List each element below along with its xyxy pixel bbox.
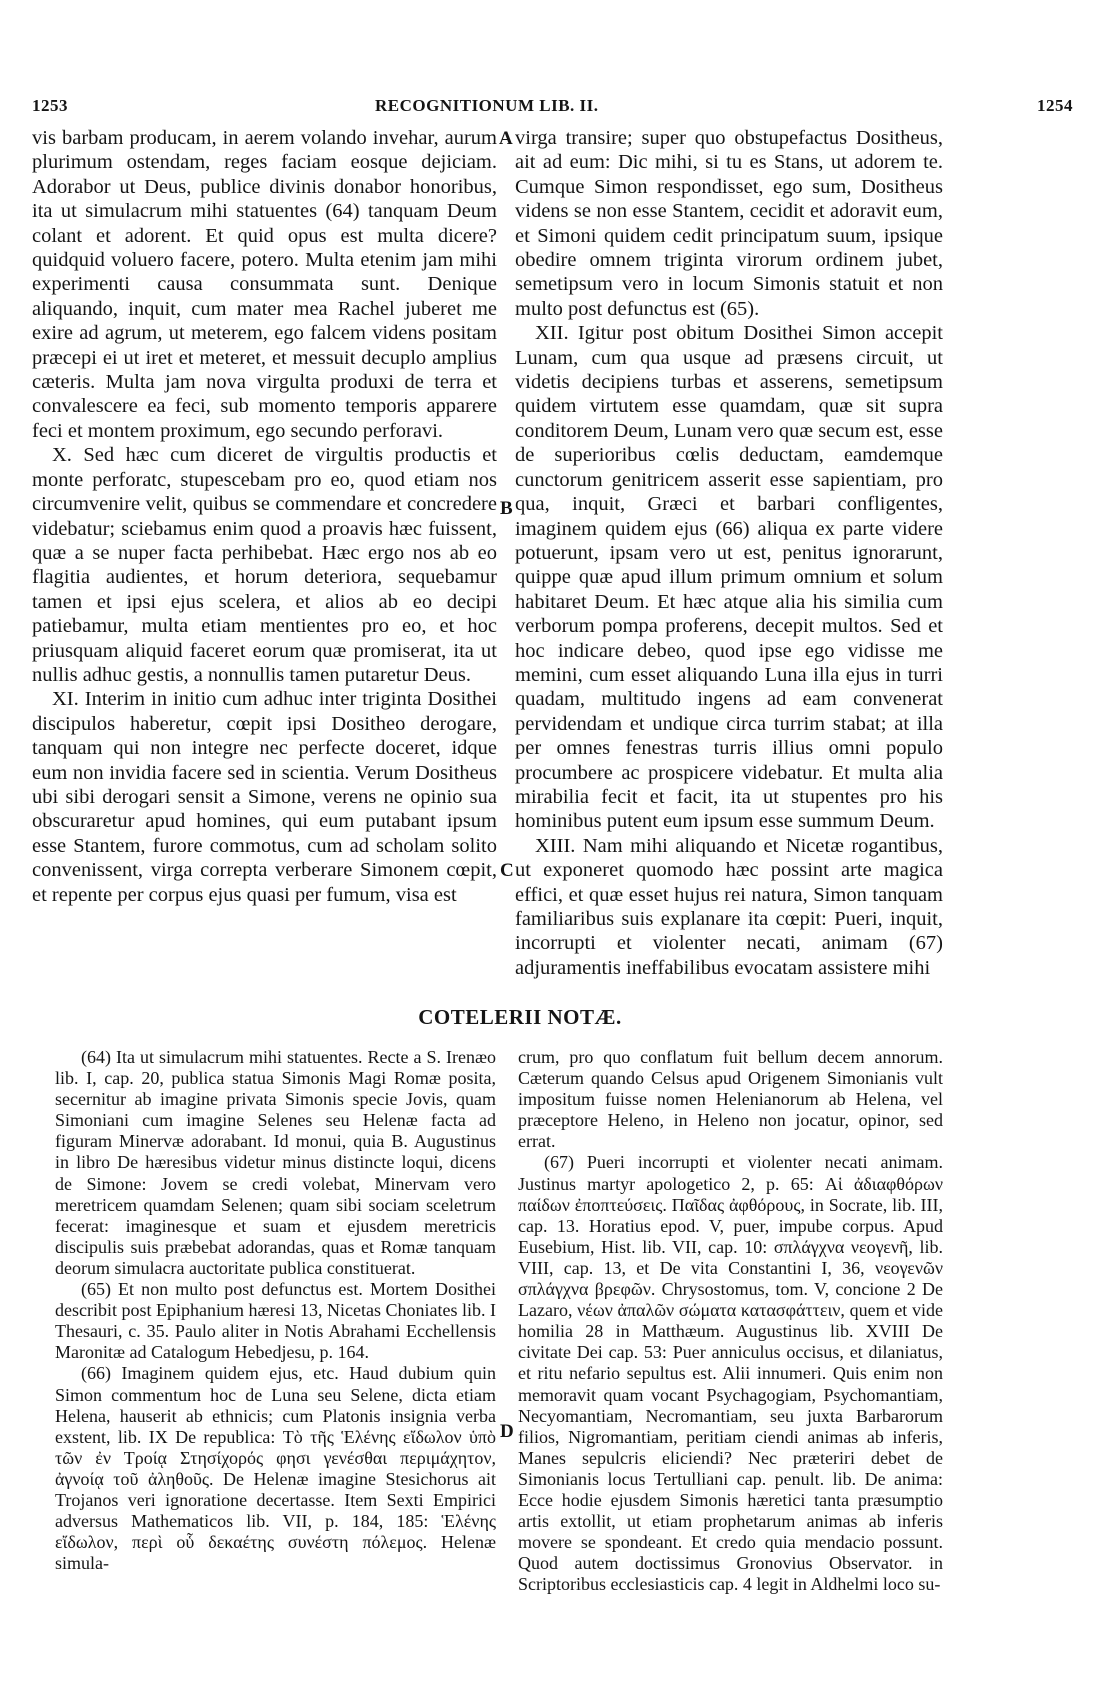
right-page-number: 1254: [1037, 96, 1073, 115]
notes-right-column: [518, 1047, 943, 1595]
main-right-paragraph-1: virga transire; super quo obstupefactus Dositheus, ait ad eum: Dic mihi, si tu es Stans, ut adorem te. Cumque Simon respondisset, ego sum, Dositheus videns se non esse Stantem, cecidit et adoravit eum, et Simoni quidem cedit principatum suum, ipsique obedire omnem triginta virorum ordinem jubet, semetipsum vero in locum Simonis statuit et non multo post defunctus est (65).: [515, 127, 943, 320]
margin-marker-b: B: [500, 498, 513, 519]
margin-marker-a: A: [499, 128, 513, 149]
note-66: (66) Imaginem quidem ejus, etc. Haud dubium quin Simon commentum hoc de Luna seu Selene, dicta etiam Helena, hauserit ab ethnicis; cum Platonis insignia verba exstent, lib. IX De republica: Τὸ τῆς Ἑλένης εἴδωλον ὑπὸ τῶν ἐν Τροίᾳ Στησίχορός φησι γενέσθαι περιμάχητον, ἀγνοίᾳ τοῦ ἀληθοῦς. De Helenæ imagine Stesichorus ait Trojanos veri ignoratione decertasse. Item Sexti Empirici adversus Mathematicos lib. VII, p. 184, 185: Ἑλένης εἴδωλον, περὶ οὗ δεκαέτης συνέστη πόλεμος. Helenæ simula-: [55, 1363, 496, 1574]
note-65: (65) Et non multo post defunctus est. Mortem Dosithei describit post Epiphanium hæresi 13, Nicetas Choniates lib. I Thesauri, c. 35. Paulo aliter in Notis Abrahami Ecchellensis Maronitæ ad Catalogum Hebedjesu, p. 164.: [55, 1279, 496, 1363]
note-67: (67) Pueri incorrupti et violenter necati animam. Justinus martyr apologetico 2, p. 65: Αἱ ἀδιαφθόρων παίδων ἐποπτεύσεις. Παῖδας ἀφθόρους, in Socrate, lib. III, cap. 13. Horatius epod. V, puer, impube corpus. Apud Eusebium, Hist. lib. VII, cap. 10: σπλάγχνα νεογενῆ, lib. VIII, cap. 13, et De vita Constantini I, 36, νεογενῶν σπλάγχνα βρεφῶν. Chrysostomus, tom. V, concione 2 De Lazaro, νέων ἀπαλῶν σώματα κατασφάττειν, quem et vide homilia 28 in Matthæum. Augustinus lib. XVIII De civitate Dei cap. 53: Puer anniculus occisus, et dilaniatus, et ritu nefario sepultus est. Alii innumeri. Quis enim non memoravit quam vocant Psychagogiam, Psychomantiam, Necyomantiam, Necromantiam, seu juxta Barbarorum filios, Nigromantiam, peritiam ciendi animas ab inferis, Manes sepulcris eliciendi? Nec præteriri debet de Simonianis locus Tertulliani cap. penult. lib. De anima: Ecce hodie ejusdem Simonis hæretici tanta præsumptio artis extollit, ut etiam prophetarum animas ab inferis movere se spondeant. Et credo quia mendacio possunt. Quod autem doctissimus Gronovius Observator. in Scriptoribus ecclesiasticis cap. 4 legit in Aldhelmi loco su-: [518, 1152, 943, 1595]
notes-heading: COTELERII NOTÆ.: [418, 1005, 622, 1029]
note-66-continued: crum, pro quo conflatum fuit bellum decem annorum. Cæterum quando Celsus apud Origenem Simonianis vult impositum fuisse nomen Helenianorum ab Helena, vel præceptore Heleno, in Heleno non jocatur, opinor, sed errat.: [518, 1047, 943, 1152]
margin-marker-c: C: [500, 860, 514, 881]
main-left-paragraph-2: X. Sed hæc cum diceret de virgultis productis et monte perforatc, stupescebam pro eo, quod etiam nos circumvenire velit, quibus se commendare et concredere videbatur; sciebamus enim quod a proavis hæc fuissent, quæ a se nuper facta perhibebat. Hæc ergo nos ab eo flagitia audientes, et horum deteriora, sequebamur tamen et ipsi ejus scelera, et alios ab eo decipi patiebamur, multa etiam mentientes pro eo, et hoc priusquam aliquid faceret eorum quæ promiserat, ita ut nullis adhuc gestis, a nonnullis tamen putaretur Deus.: [32, 444, 497, 686]
main-text-left-column: [32, 126, 497, 907]
running-title: RECOGNITIONUM LIB. II.: [375, 96, 599, 115]
note-64: (64) Ita ut simulacrum mihi statuentes. Recte a S. Irenæo lib. I, cap. 20, publica statua Simonis Magi Romæ posita, secernitur ab imagine privata Simonis specie Jovis, quam Simoniani cum imagine Selenes seu Helenæ facta ad figuram Minervæ adorabant. Id monui, quia B. Augustinus in libro De hæresibus videtur minus distincte loqui, dicens de Simone: Jovem se credi volebat, Minervam vero meretricem quamdam Selenen; quam sibi sociam sceletrum fecerat: imaginesque et suam et ejusdem meretricis discipulis suis præbebat adorandas, quas et Romæ tanquam deorum simulacra auctoritate publica constituerat.: [55, 1047, 496, 1278]
main-left-paragraph-1: vis barbam producam, in aerem volando invehar, aurum plurimum ostendam, reges faciam eosque dejiciam. Adorabor ut Deus, publice divinis donabor honoribus, ita ut simulacrum mihi statuentes (64) tanquam Deum colant et adorent. Et quid opus est multa dicere? quidquid voluero facere, potero. Multa etenim jam mihi experimenti causa consummata sunt. Denique aliquando, inquit, cum mater mea Rachel juberet me exire ad agrum, ut meterem, ego falcem videns positam præcepi ei ut iret et meteret, et messuit decuplo amplius cæteris. Multa jam nova virgulta produxi de terra et convalescere ea feci, sub momento temporis apparere feci et montem proximum, ego secundo perforavi.: [32, 127, 497, 442]
main-text-right-column: [515, 126, 943, 980]
notes-left-column: [55, 1047, 496, 1574]
main-right-paragraph-3: XIII. Nam mihi aliquando et Nicetæ rogantibus, ut exponeret quomodo hæc possint arte magica effici, et quæ esset hujus rei natura, Simon tanquam familiaribus suis explanare ita cœpit: Pueri, inquit, incorrupti et violenter necati, animam (67) adjuramentis ineffabilibus evocatam assistere mihi: [515, 834, 943, 979]
margin-marker-d: D: [500, 1421, 514, 1442]
main-right-paragraph-2: XII. Igitur post obitum Dosithei Simon accepit Lunam, cum qua usque ad præsens circuit, ut videtis decipiens turbas et asserens, semetipsum quidem virtutem esse quamdam, quæ sit supra conditorem Deum, Lunam vero quæ secum est, esse de superioribus cœlis deductam, eamdemque cunctorum genitricem asserit esse sapientiam, pro qua, inquit, Græci et barbari confligentes, imaginem quidem ejus (66) aliqua ex parte videre potuerunt, ipsam vero ut est, penitus ignorarunt, quippe quæ apud illum primum omnium et solum habitaret Deum. Et hæc atque alia his similia cum verborum pompa proferens, decepit multos. Sed et hoc indicare debeo, quod ipse ego vidisse me memini, cum esset aliquando Luna illa ejus in turri quadam, multitudo ingens ad eam convenerat pervidendam et undique circa turrim stabat; at illa per omnes fenestras turris illius omni populo procumbere ac prospicere videbatur. Et multa alia mirabilia fecit et facit, ita ut stupentes pro his hominibus putent eum ipsum esse summum Deum.: [515, 322, 943, 833]
main-left-paragraph-3: XI. Interim in initio cum adhuc inter triginta Dosithei discipulos haberetur, cœpit ipsi Dositheo derogare, tanquam qui non integre nec perfecte doceret, idque eum non invidia facere sed in scientia. Verum Dositheus ubi sibi derogari sensit a Simone, verens ne opinio sua obscuraretur apud homines, qui eum putabant ipsum esse Stantem, furore commotus, cum ad scholam solito convenissent, virga correpta verberare Simonem cœpit, et repente per corpus ejus quasi per fumum, visa est: [32, 688, 497, 906]
left-page-number: 1253: [32, 96, 68, 115]
